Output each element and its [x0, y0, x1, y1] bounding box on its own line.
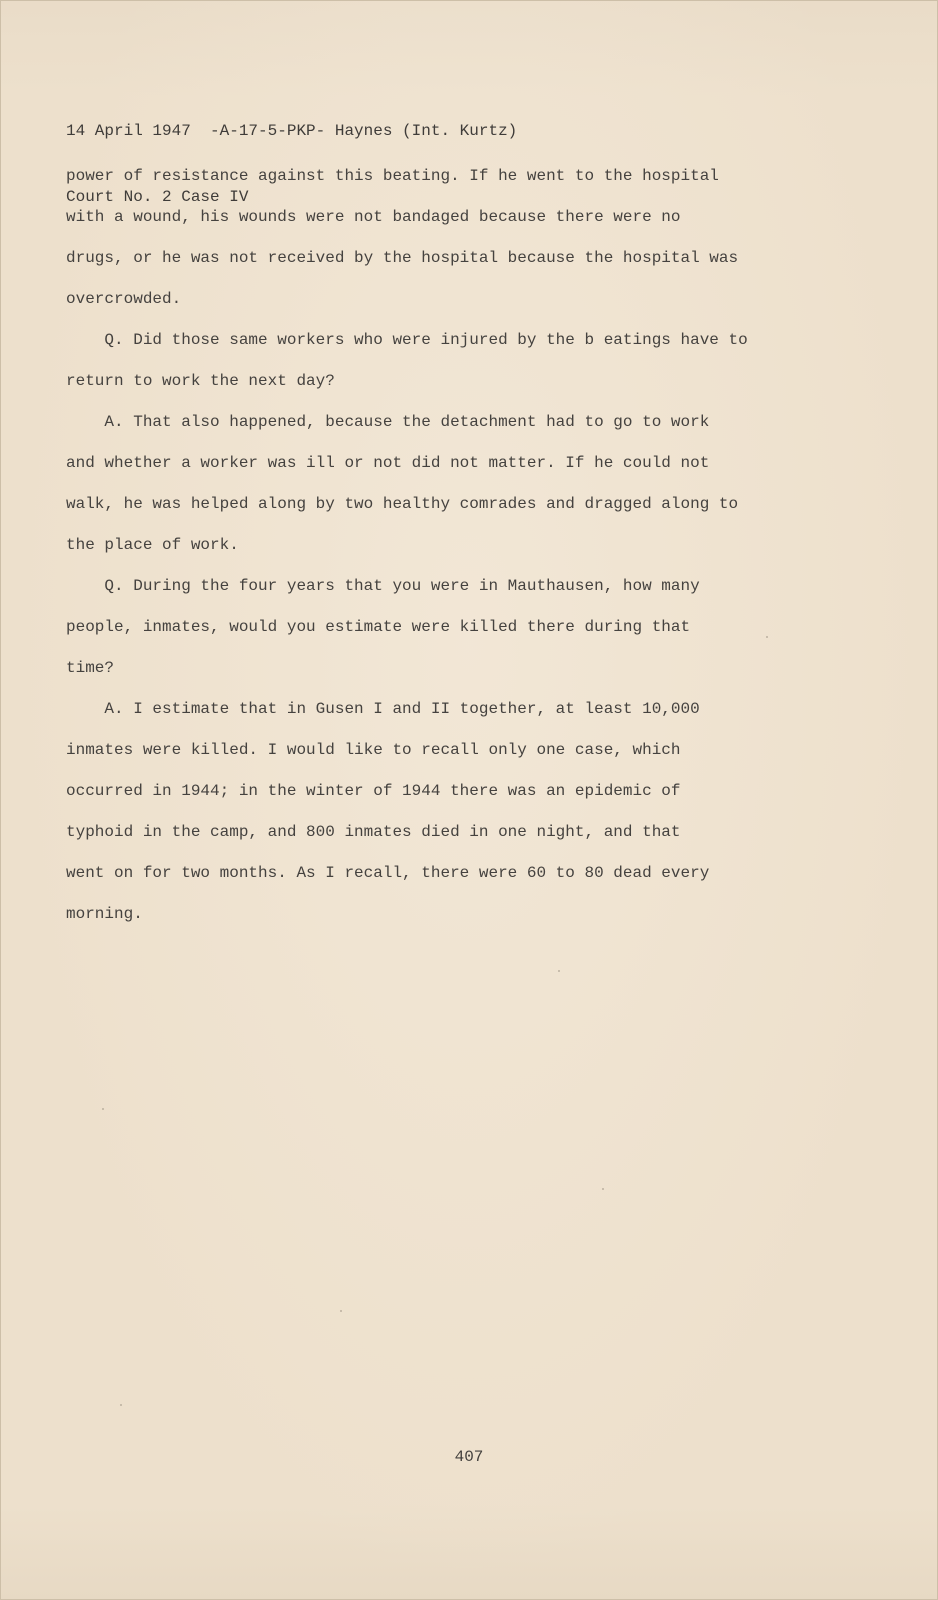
paper-speck: [558, 970, 560, 972]
body-line: people, inmates, would you estimate were killed there during that: [66, 618, 691, 636]
body-line: with a wound, his wounds were not bandaged because there were no: [66, 208, 681, 226]
question-line: Q. During the four years that you were in Mauthausen, how many: [66, 577, 700, 595]
body-line: morning.: [66, 905, 143, 923]
paper-speck: [602, 1188, 604, 1190]
body-line: went on for two months. As I recall, there were 60 to 80 dead every: [66, 864, 710, 882]
body-line: time?: [66, 659, 115, 677]
paper-speck: [120, 1404, 122, 1406]
body-line: walk, he was helped along by two healthy comrades and dragged along to: [66, 495, 739, 513]
body-line: typhoid in the camp, and 800 inmates died in one night, and that: [66, 823, 681, 841]
body-line: overcrowded.: [66, 290, 182, 308]
body-line: drugs, or he was not received by the hospital because the hospital was: [66, 249, 739, 267]
body-line: occurred in 1944; in the winter of 1944 there was an epidemic of: [66, 782, 681, 800]
paper-speck: [340, 1310, 342, 1312]
body-line: the place of work.: [66, 536, 239, 554]
body-line: inmates were killed. I would like to recall only one case, which: [66, 741, 681, 759]
header-date-reference: 14 April 1947 -A-17-5-PKP- Haynes (Int. Kurtz): [66, 122, 518, 140]
body-line: return to work the next day?: [66, 372, 335, 390]
page-number: 407: [454, 1448, 484, 1466]
body-line: power of resistance against this beating. If he went to the hospital: [66, 167, 719, 185]
header-court-case: Court No. 2 Case IV: [66, 188, 249, 206]
body-line: and whether a worker was ill or not did not matter. If he could not: [66, 454, 710, 472]
question-line: Q. Did those same workers who were injured by the b eatings have to: [66, 331, 748, 349]
paper-speck: [102, 1108, 104, 1110]
testimony-body: [66, 156, 866, 935]
paper-speck: [766, 636, 768, 638]
answer-line: A. That also happened, because the detachment had to go to work: [66, 413, 710, 431]
answer-line: A. I estimate that in Gusen I and II together, at least 10,000: [66, 700, 700, 718]
